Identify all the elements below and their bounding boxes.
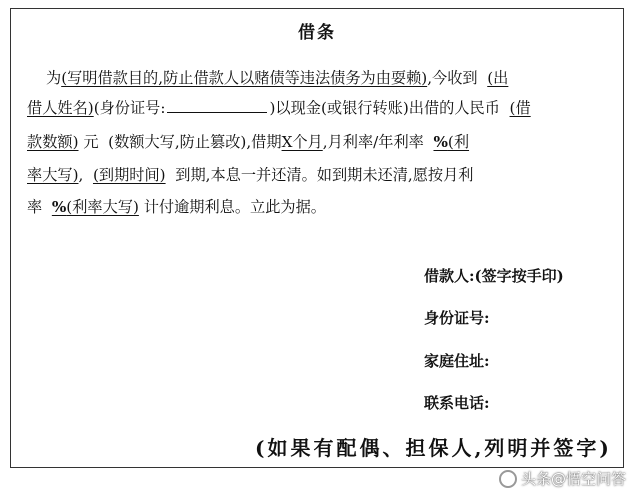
id-number-blank [167, 100, 267, 113]
loan-purpose-field: (写明借款目的,防止借款人以赌债等违法债务为由耍赖) [61, 69, 428, 87]
rate-uppercase-field-end: 率大写) [27, 166, 79, 184]
spouse-guarantor-note: (如果有配偶、担保人,列明并签字) [255, 436, 612, 460]
watermark-text: 头条@悟空问答 [520, 470, 626, 488]
body-line-3 [27, 132, 469, 152]
id-number-label: (身份证号: [93, 99, 166, 117]
watermark-logo-icon [499, 470, 517, 488]
watermark [499, 468, 626, 489]
body-line-5 [27, 197, 326, 217]
overdue-rate-uppercase-field: (利率大写) [66, 198, 139, 216]
text-segment: ,借期 [246, 133, 282, 151]
rate-uppercase-field-start: (利 [447, 133, 470, 151]
text-segment: 率 [27, 198, 43, 216]
loan-amount-field-start: (借 [509, 99, 531, 117]
id-number-signature-label: 身份证号: [424, 309, 490, 327]
body-line-4 [27, 165, 473, 185]
text-segment: 为 [46, 69, 62, 87]
text-segment: )以现金(或银行转账)出借的人民币 [269, 99, 500, 117]
document-title: 借条 [298, 23, 336, 43]
overdue-rate-field: % [51, 198, 67, 216]
text-segment: ,今收到 [427, 69, 478, 87]
due-date-field: (到期时间) [92, 166, 166, 184]
lender-name-field-start: (出 [487, 69, 509, 87]
lender-name-field-end: 借人姓名) [27, 99, 94, 117]
interest-rate-field: % [433, 133, 448, 151]
borrower-signature-label: 借款人:(签字按手印) [424, 267, 564, 285]
amount-uppercase-note: (数额大写,防止篡改) [108, 133, 247, 151]
body-line-2 [27, 98, 531, 118]
text-segment: ,月利率/年利率 [322, 133, 424, 151]
home-address-label: 家庭住址: [424, 352, 490, 370]
body-line-1 [46, 68, 508, 88]
iou-document [10, 8, 624, 468]
phone-number-label: 联系电话: [424, 394, 490, 412]
text-segment: 到期,本息一并还清。如到期未还清,愿按月利 [175, 166, 474, 184]
loan-term-field: X个月 [281, 133, 323, 151]
text-segment: , [78, 166, 84, 184]
loan-amount-field-end: 款数额) [27, 133, 79, 151]
text-segment: 元 [83, 133, 99, 151]
text-segment: 计付逾期利息。立此为据。 [143, 198, 326, 216]
